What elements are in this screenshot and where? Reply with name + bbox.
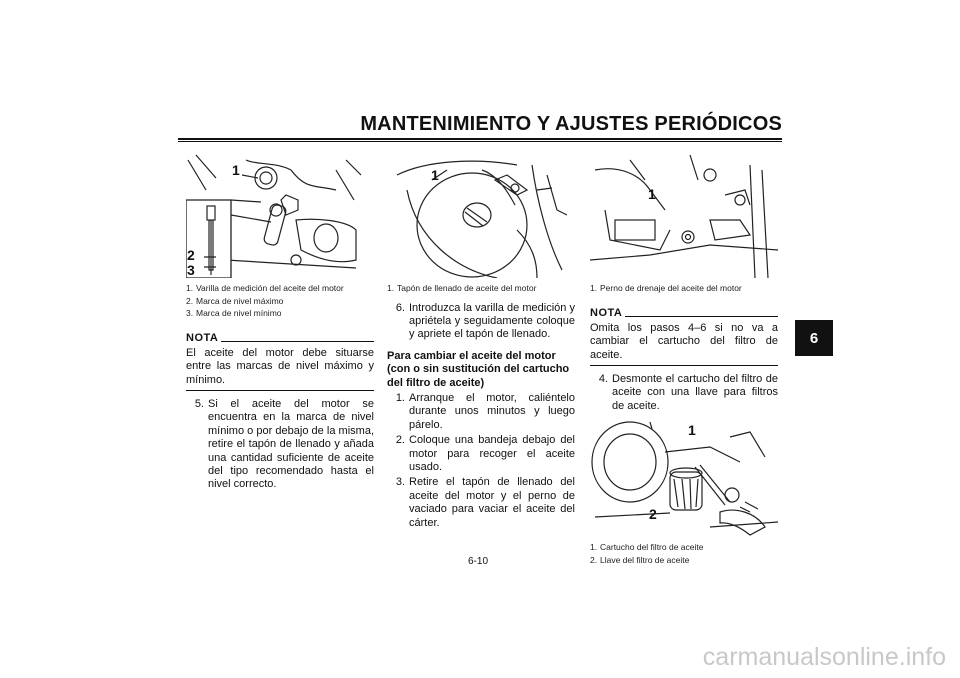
caption-item: 2. Llave del filtro de aceite	[590, 554, 690, 565]
caption-item: 2. Marca de nivel máximo	[186, 295, 284, 306]
callout-3: 3	[187, 262, 195, 278]
filler-cap-figure	[387, 150, 575, 278]
watermark: carmanualsonline.info	[702, 643, 946, 671]
callout-1: 1	[232, 162, 240, 178]
step-list	[387, 302, 575, 342]
callout-2: 2	[187, 247, 195, 263]
step-item: 5. Si el aceite del motor se encuentra en la marca de nivel mínimo o por debajo de la misma, retire el tapón de llenado y añada una cantidad suficiente de aceite del tipo recomendado hasta el nivel correcto.	[194, 398, 374, 491]
oil-filter-illustration	[590, 417, 778, 537]
figure-caption	[590, 541, 778, 566]
column-1	[186, 150, 374, 494]
figure-caption	[387, 282, 575, 295]
filler-cap-illustration	[387, 150, 575, 278]
caption-item: 1. Perno de drenaje del aceite del motor	[590, 283, 742, 293]
caption-item: 1. Tapón de llenado de aceite del motor	[387, 283, 537, 293]
nota-text: Omita los pasos 4–6 si no va a cambiar el cartucho del filtro de aceite.	[590, 321, 778, 361]
drain-bolt-figure	[590, 150, 778, 278]
page-title: MANTENIMIENTO Y AJUSTES PERIÓDICOS	[360, 113, 782, 135]
step-list	[387, 392, 575, 530]
step-item: 4. Desmonte el cartucho del filtro de aceite con una llave para filtros de aceite.	[598, 373, 778, 412]
section-heading: Para cambiar el aceite del motor (con o sin sustitución del cartucho del filtro de aceite)	[387, 349, 570, 389]
caption-item: 1. Varilla de medición del aceite del motor	[186, 283, 344, 293]
nota-box	[186, 332, 374, 392]
step-item: 6. Introduzca la varilla de medición y apriétela y seguidamente coloque y apriete el tapón de llenado.	[395, 301, 575, 341]
step-list	[186, 398, 374, 492]
step-list	[590, 373, 778, 413]
caption-item: 3. Marca de nivel mínimo	[186, 308, 282, 318]
callout-1: 1	[648, 186, 656, 202]
drain-bolt-illustration	[590, 150, 778, 278]
column-2	[387, 150, 575, 532]
chapter-tab[interactable]: 6	[795, 320, 833, 356]
caption-item: 1. Cartucho del filtro de aceite	[590, 542, 704, 553]
figure-caption	[590, 282, 778, 295]
dipstick-figure	[186, 150, 374, 278]
step-item: 2. Coloque una bandeja debajo del motor para recoger el aceite usado.	[395, 434, 575, 473]
nota-label: NOTA	[186, 331, 219, 344]
nota-text: El aceite del motor debe situarse entre las marcas de nivel máximo y mínimo.	[186, 346, 374, 386]
title-rule-thin	[178, 141, 782, 142]
callout-2: 2	[649, 506, 657, 523]
nota-box	[590, 307, 778, 367]
callout-1: 1	[688, 422, 696, 439]
nota-label: NOTA	[590, 306, 623, 319]
page-number: 6-10	[468, 556, 489, 567]
dipstick-illustration	[186, 150, 364, 278]
step-item: 1. Arranque el motor, caliéntelo durante unos minutos y luego párelo.	[395, 391, 575, 431]
oil-filter-figure	[590, 417, 778, 537]
figure-caption	[186, 282, 374, 320]
title-rule	[178, 138, 782, 140]
column-3	[590, 150, 778, 566]
step-item: 3. Retire el tapón de llenado del aceite del motor y el perno de vaciado para vaciar el aceite del cárter.	[395, 476, 575, 529]
callout-1: 1	[431, 167, 439, 183]
